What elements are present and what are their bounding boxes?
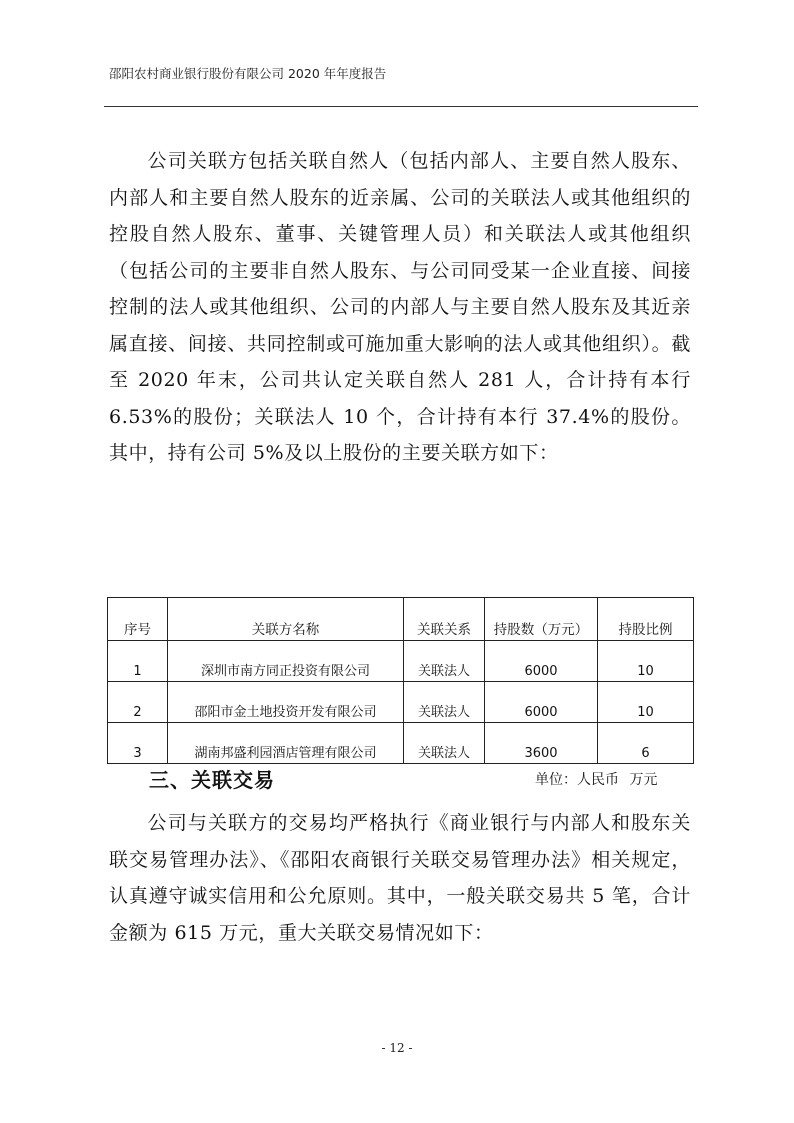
col-header-ratio: 持股比例	[598, 598, 694, 641]
cell-shares: 6000	[485, 682, 598, 723]
cell-index: 2	[108, 682, 168, 723]
cell-relation: 关联法人	[404, 723, 485, 764]
table-row	[108, 682, 694, 723]
cell-index: 3	[108, 723, 168, 764]
col-header-index: 序号	[108, 598, 168, 641]
cell-name: 湖南邦盛利园酒店管理有限公司	[168, 723, 404, 764]
section-title: 三、关联交易	[149, 768, 275, 792]
transactions-paragraph	[109, 805, 691, 951]
cell-name: 邵阳市金土地投资开发有限公司	[168, 682, 404, 723]
unit-label: 单位：人民币 万元	[535, 772, 658, 788]
table-header-row	[108, 598, 694, 641]
cell-shares: 3600	[485, 723, 598, 764]
header-divider	[104, 106, 698, 107]
col-header-shares: 持股数（万元）	[485, 598, 598, 641]
related-parties-paragraph	[109, 143, 691, 472]
cell-relation: 关联法人	[404, 682, 485, 723]
cell-relation: 关联法人	[404, 641, 485, 682]
table-row	[108, 641, 694, 682]
paragraph-text: 公司与关联方的交易均严格执行《商业银行与内部人和股东关联交易管理办法》、《邵阳农商银行关联交易管理办法》相关规定，认真遵守诚实信用和公允原则。其中，一般关联交易共 5 笔，合计金额为 615 万元，重大关联交易情况如下：	[109, 812, 691, 944]
cell-ratio: 6	[598, 723, 694, 764]
cell-ratio: 10	[598, 682, 694, 723]
cell-name: 深圳市南方同正投资有限公司	[168, 641, 404, 682]
table-row	[108, 723, 694, 764]
col-header-relation: 关联关系	[404, 598, 485, 641]
report-header: 邵阳农村商业银行股份有限公司 2020 年年度报告	[109, 66, 387, 81]
cell-index: 1	[108, 641, 168, 682]
related-parties-table	[107, 597, 694, 764]
cell-ratio: 10	[598, 641, 694, 682]
page-number: - 12 -	[381, 1041, 413, 1055]
cell-shares: 6000	[485, 641, 598, 682]
paragraph-text: 公司关联方包括关联自然人（包括内部人、主要自然人股东、内部人和主要自然人股东的近亲属、公司的关联法人或其他组织的控股自然人股东、董事、关键管理人员）和关联法人或其他组织（包括公司的主要非自然人股东、与公司同受某一企业直接、间接控制的法人或其他组织、公司的内部人与主要自然人股东及其近亲属直接、间接、共同控制或可施加重大影响的法人或其他组织）。截至 2020 年末，公司共认定关联自然人 281 人，合计持有本行 6.53%的股份；关联法人 10 个，合计持有本行 37.4%的股份。其中，持有公司 5%及以上股份的主要关联方如下：	[109, 150, 691, 464]
col-header-name: 关联方名称	[168, 598, 404, 641]
